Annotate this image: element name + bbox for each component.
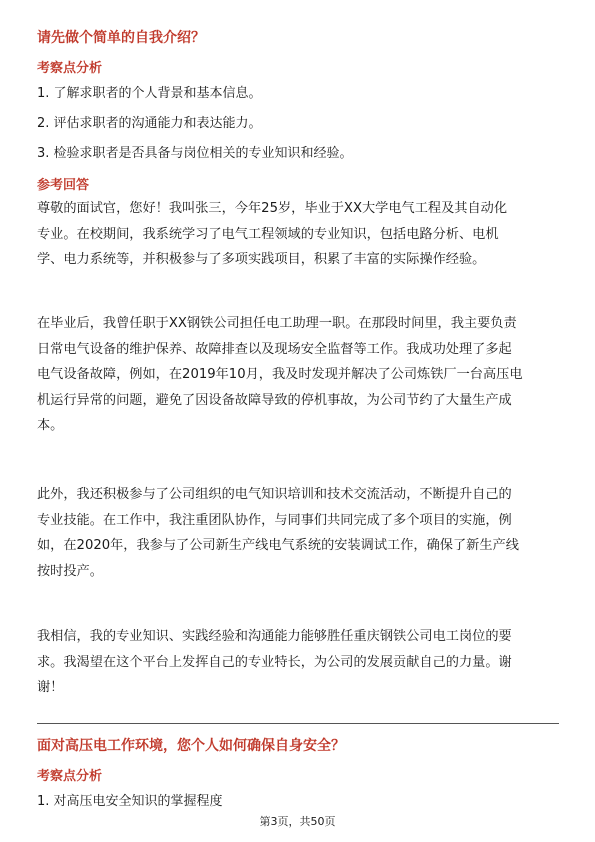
question-2-analysis-heading: 考察点分析 (37, 769, 103, 784)
answer-paragraph-4-line-1: 我相信，我的专业知识、实践经验和沟通能力能够胜任重庆钢铁公司电工岗位的要 (37, 629, 512, 644)
answer-paragraph-2-line-2: 日常电气设备的维护保养、故障排查以及现场安全监督等工作。我成功处理了多起 (37, 341, 512, 357)
answer-paragraph-3-line-1: 此外，我还积极参与了公司组织的电气知识培训和技术交流活动，不断提升自己的 (37, 487, 512, 502)
section-divider (37, 723, 559, 724)
answer-paragraph-2-line-5: 本。 (37, 418, 64, 433)
question-1-title: 请先做个简单的自我介绍？ (37, 30, 205, 46)
answer-paragraph-4 (37, 624, 559, 701)
question-1-answer-heading: 参考回答 (37, 178, 90, 193)
answer-paragraph-2-line-1: 在毕业后，我曾任职于XX钢铁公司担任电工助理一职。在那段时间里，我主要负责 (37, 316, 517, 331)
answer-paragraph-2 (37, 311, 559, 439)
answer-paragraph-3-line-2: 专业技能。在工作中，我注重团队协作，与同事们共同完成了多个项目的实施，例 (37, 512, 512, 528)
question-1-analysis-item-1: 1. 了解求职者的个人背景和基本信息。 (37, 86, 262, 101)
page-number-footer: 第3页，共50页 (259, 815, 336, 828)
answer-paragraph-1-line-1: 尊敬的面试官，您好！我叫张三，今年25岁，毕业于XX大学电气工程及其自动化 (37, 201, 508, 216)
question-1-analysis-item-3: 3. 检验求职者是否具备与岗位相关的专业知识和经验。 (37, 146, 353, 161)
answer-paragraph-2-line-3: 电气设备故障，例如，在2019年10月，我及时发现并解决了公司炼铁厂一台高压电 (37, 367, 523, 382)
answer-paragraph-2-line-4: 机运行异常的问题，避免了因设备故障导致的停机事故，为公司节约了大量生产成 (37, 392, 512, 408)
answer-paragraph-3-line-3: 如，在2020年，我参与了公司新生产线电气系统的安装调试工作，确保了新生产线 (37, 538, 519, 553)
question-2-title: 面对高压电工作环境，您个人如何确保自身安全？ (37, 738, 345, 754)
answer-paragraph-4-line-2: 求。我渴望在这个平台上发挥自己的专业特长，为公司的发展贡献自己的力量。谢 (37, 654, 512, 670)
answer-paragraph-1 (37, 196, 559, 273)
question-2-analysis-item-1: 1. 对高压电安全知识的掌握程度 (37, 794, 223, 809)
answer-paragraph-3 (37, 482, 559, 584)
question-1-analysis-heading: 考察点分析 (37, 61, 103, 76)
answer-paragraph-3-line-4: 按时投产。 (37, 563, 103, 579)
answer-paragraph-1-line-3: 学、电力系统等，并积极参与了多项实践项目，积累了丰富的实际操作经验。 (37, 252, 486, 267)
answer-paragraph-4-line-3: 谢！ (37, 680, 64, 695)
answer-paragraph-1-line-2: 专业。在校期间，我系统学习了电气工程领域的专业知识，包括电路分析、电机 (37, 226, 499, 242)
question-1-analysis-item-2: 2. 评估求职者的沟通能力和表达能力。 (37, 116, 262, 131)
